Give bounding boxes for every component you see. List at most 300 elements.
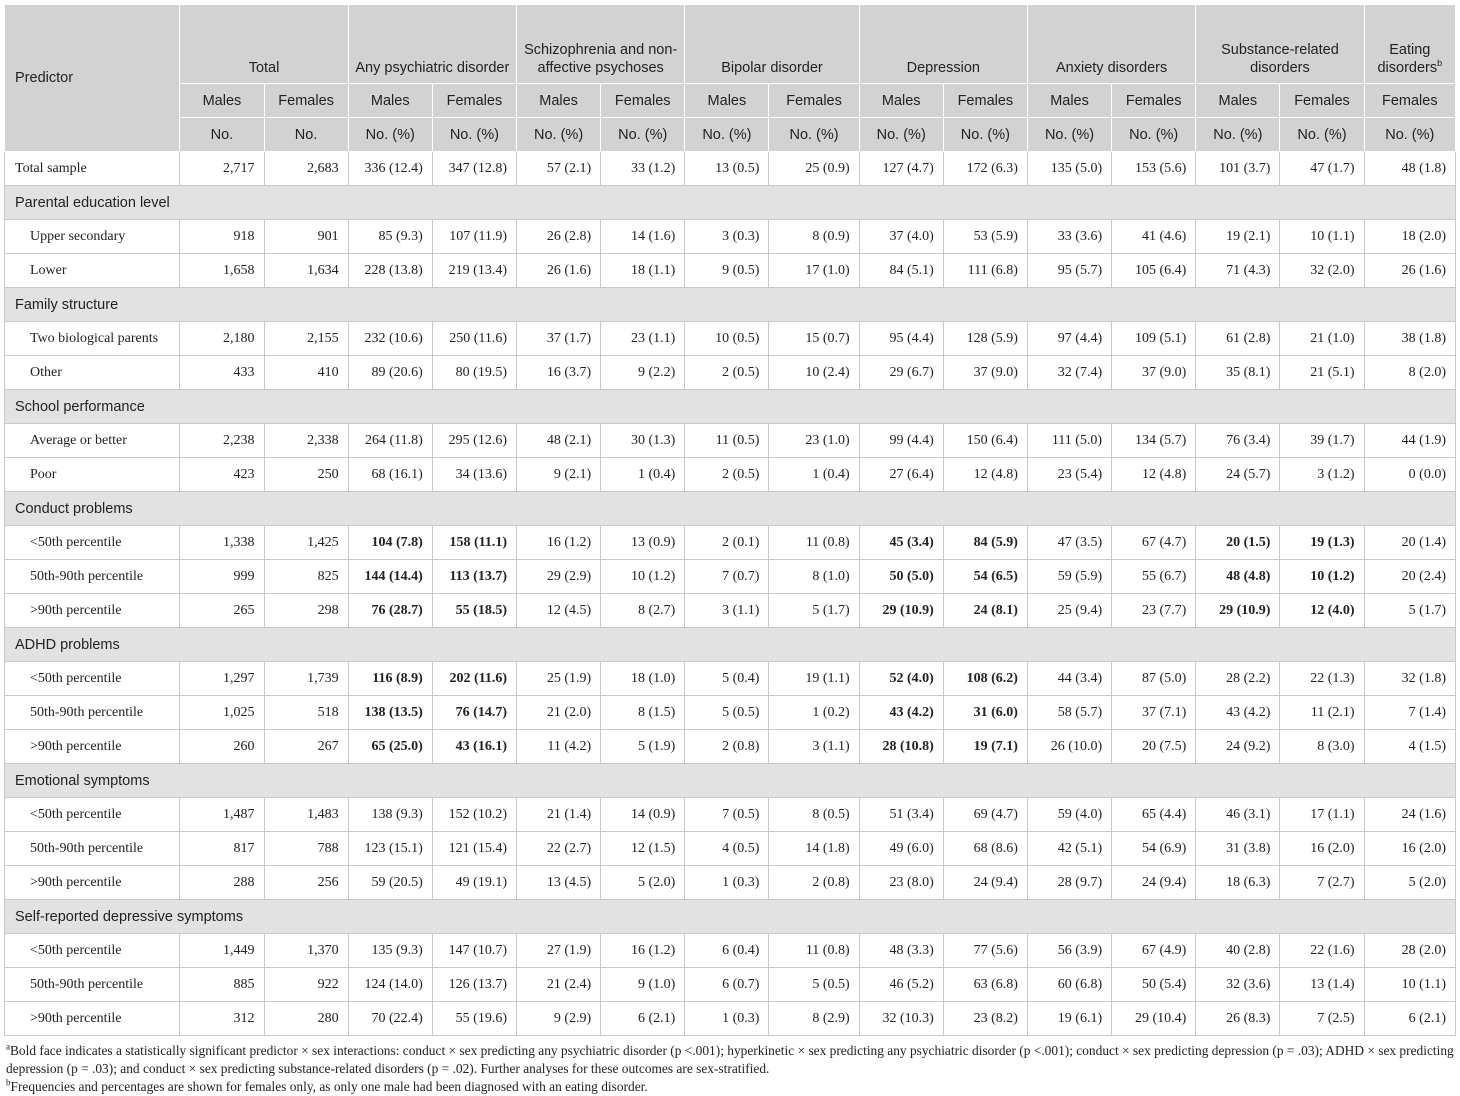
- unit-header: No. (%): [517, 118, 601, 152]
- table-cell: 37 (1.7): [517, 322, 601, 356]
- table-cell: 57 (2.1): [517, 152, 601, 186]
- column-group-eating-disorders: Eating disorders$^b$: [1364, 5, 1455, 84]
- table-cell: 46 (3.1): [1196, 798, 1280, 832]
- row-label: Poor: [5, 458, 180, 492]
- table-cell: 32 (7.4): [1027, 356, 1111, 390]
- table-row: [5, 968, 1456, 1002]
- table-cell: 228 (13.8): [348, 254, 432, 288]
- table-cell: 108 (6.2): [943, 662, 1027, 696]
- table-row: [5, 458, 1456, 492]
- table-cell: 21 (5.1): [1280, 356, 1364, 390]
- table-cell: 26 (1.6): [517, 254, 601, 288]
- table-cell: 14 (0.9): [601, 798, 685, 832]
- table-cell: 8 (2.9): [769, 1002, 859, 1036]
- table-cell: 9 (0.5): [685, 254, 769, 288]
- table-cell: 1,739: [264, 662, 348, 696]
- section-label: School performance: [5, 390, 1456, 424]
- table-cell: 922: [264, 968, 348, 1002]
- table-cell: 6 (0.7): [685, 968, 769, 1002]
- table-cell: 23 (5.4): [1027, 458, 1111, 492]
- table-cell: 1,483: [264, 798, 348, 832]
- table-cell: 8 (1.0): [769, 560, 859, 594]
- table-cell: 26 (10.0): [1027, 730, 1111, 764]
- table-cell: 27 (1.9): [517, 934, 601, 968]
- section-label: ADHD problems: [5, 628, 1456, 662]
- sex-header-males: Males: [180, 84, 264, 118]
- table-cell: 107 (11.9): [432, 220, 516, 254]
- unit-header: No. (%): [685, 118, 769, 152]
- table-cell: 7 (0.5): [685, 798, 769, 832]
- table-cell: 109 (5.1): [1112, 322, 1196, 356]
- table-cell: 14 (1.6): [601, 220, 685, 254]
- table-cell: 61 (2.8): [1196, 322, 1280, 356]
- table-cell: 40 (2.8): [1196, 934, 1280, 968]
- table-cell: 45 (3.4): [859, 526, 943, 560]
- table-cell: 25 (9.4): [1027, 594, 1111, 628]
- table-row: [5, 866, 1456, 900]
- table-cell: 39 (1.7): [1280, 424, 1364, 458]
- table-cell: 65 (4.4): [1112, 798, 1196, 832]
- table-cell: 63 (6.8): [943, 968, 1027, 1002]
- table-cell: 1,487: [180, 798, 264, 832]
- table-cell: 25 (1.9): [517, 662, 601, 696]
- table-cell: 50 (5.0): [859, 560, 943, 594]
- table-cell: 22 (2.7): [517, 832, 601, 866]
- table-cell: 37 (4.0): [859, 220, 943, 254]
- section-row: [5, 390, 1456, 424]
- sex-header-males: Males: [348, 84, 432, 118]
- row-label: 50th-90th percentile: [5, 696, 180, 730]
- section-row: [5, 186, 1456, 220]
- table-cell: 121 (15.4): [432, 832, 516, 866]
- table-cell: 152 (10.2): [432, 798, 516, 832]
- table-cell: 10 (1.2): [601, 560, 685, 594]
- footnote-text: Bold face indicates a statistically significant predictor × sex interactions: conduct × sex predicting any psychiatric disorder (p <.001); hyperkinetic × sex predicting any psychiatric disorder (p <.001); conduct × sex predicting depression (p = .03); ADHD × sex predicting depression (p = .03); and conduct × sex predicting substance-related disorders (p = .02). Further analyses for these outcomes are sex-stratified.: [6, 1043, 1454, 1076]
- table-cell: 19 (7.1): [943, 730, 1027, 764]
- table-cell: 43 (16.1): [432, 730, 516, 764]
- sex-header-males: Males: [1196, 84, 1280, 118]
- table-cell: 4 (1.5): [1364, 730, 1455, 764]
- section-label: Conduct problems: [5, 492, 1456, 526]
- table-cell: 336 (12.4): [348, 152, 432, 186]
- sex-header-males: Males: [517, 84, 601, 118]
- section-label: Parental education level: [5, 186, 1456, 220]
- table-cell: 885: [180, 968, 264, 1002]
- table-cell: 12 (4.8): [943, 458, 1027, 492]
- table-cell: 12 (4.8): [1112, 458, 1196, 492]
- table-cell: 5 (0.5): [685, 696, 769, 730]
- table-cell: 232 (10.6): [348, 322, 432, 356]
- table-cell: 13 (1.4): [1280, 968, 1364, 1002]
- table-cell: 65 (25.0): [348, 730, 432, 764]
- table-cell: 16 (1.2): [517, 526, 601, 560]
- table-cell: 8 (0.5): [769, 798, 859, 832]
- table-cell: 788: [264, 832, 348, 866]
- table-cell: 21 (1.4): [517, 798, 601, 832]
- sex-header-females: Females: [601, 84, 685, 118]
- footnote-marker: b: [1437, 58, 1443, 69]
- table-cell: 32 (3.6): [1196, 968, 1280, 1002]
- table-cell: 901: [264, 220, 348, 254]
- table-cell: 127 (4.7): [859, 152, 943, 186]
- unit-header: No. (%): [1027, 118, 1111, 152]
- table-cell: 5 (0.5): [769, 968, 859, 1002]
- table-cell: 19 (1.3): [1280, 526, 1364, 560]
- footnotes: [4, 1042, 1456, 1096]
- table-cell: 33 (1.2): [601, 152, 685, 186]
- table-cell: 95 (4.4): [859, 322, 943, 356]
- table-cell: 30 (1.3): [601, 424, 685, 458]
- table-cell: 8 (2.7): [601, 594, 685, 628]
- table-cell: 29 (6.7): [859, 356, 943, 390]
- table-cell: 128 (5.9): [943, 322, 1027, 356]
- table-cell: 55 (6.7): [1112, 560, 1196, 594]
- column-group-bipolar-disorder: Bipolar disorder: [685, 5, 859, 84]
- table-cell: 260: [180, 730, 264, 764]
- table-cell: 70 (22.4): [348, 1002, 432, 1036]
- unit-header: No. (%): [1112, 118, 1196, 152]
- table-cell: 1,634: [264, 254, 348, 288]
- column-group-total: Total: [180, 5, 348, 84]
- table-cell: 84 (5.1): [859, 254, 943, 288]
- table-cell: 13 (4.5): [517, 866, 601, 900]
- row-label: >90th percentile: [5, 594, 180, 628]
- table-cell: 23 (1.0): [769, 424, 859, 458]
- table-cell: 9 (1.0): [601, 968, 685, 1002]
- table-cell: 3 (0.3): [685, 220, 769, 254]
- table-cell: 2,717: [180, 152, 264, 186]
- table-cell: 2 (0.8): [769, 866, 859, 900]
- table-cell: 265: [180, 594, 264, 628]
- table-cell: 23 (1.1): [601, 322, 685, 356]
- table-cell: 6 (0.4): [685, 934, 769, 968]
- table-cell: 2 (0.1): [685, 526, 769, 560]
- table-cell: 8 (0.9): [769, 220, 859, 254]
- table-cell: 52 (4.0): [859, 662, 943, 696]
- table-cell: 7 (2.5): [1280, 1002, 1364, 1036]
- table-cell: 46 (5.2): [859, 968, 943, 1002]
- table-cell: 1,025: [180, 696, 264, 730]
- table-cell: 32 (10.3): [859, 1002, 943, 1036]
- table-cell: 153 (5.6): [1112, 152, 1196, 186]
- table-cell: 13 (0.9): [601, 526, 685, 560]
- table-cell: 10 (1.1): [1364, 968, 1455, 1002]
- row-label: >90th percentile: [5, 730, 180, 764]
- table-cell: 18 (6.3): [1196, 866, 1280, 900]
- section-label: Self-reported depressive symptoms: [5, 900, 1456, 934]
- predictor-header: Predictor: [5, 5, 180, 152]
- table-cell: 250 (11.6): [432, 322, 516, 356]
- column-group-schizophrenia-and-non-affective-psychoses: Schizophrenia and non-affective psychoses: [517, 5, 685, 84]
- table-cell: 43 (4.2): [1196, 696, 1280, 730]
- table-cell: 2,180: [180, 322, 264, 356]
- table-cell: 9 (2.1): [517, 458, 601, 492]
- table-row: [5, 322, 1456, 356]
- table-cell: 68 (8.6): [943, 832, 1027, 866]
- table-cell: 20 (1.4): [1364, 526, 1455, 560]
- table-cell: 32 (2.0): [1280, 254, 1364, 288]
- table-cell: 1 (0.3): [685, 1002, 769, 1036]
- sex-header-females: Females: [769, 84, 859, 118]
- table-cell: 54 (6.9): [1112, 832, 1196, 866]
- table-cell: 11 (0.8): [769, 934, 859, 968]
- sex-header-females: Females: [1364, 84, 1455, 118]
- table-cell: 12 (1.5): [601, 832, 685, 866]
- row-label: <50th percentile: [5, 662, 180, 696]
- table-cell: 6 (2.1): [601, 1002, 685, 1036]
- table-cell: 95 (5.7): [1027, 254, 1111, 288]
- table-cell: 150 (6.4): [943, 424, 1027, 458]
- table-cell: 8 (1.5): [601, 696, 685, 730]
- table-cell: 144 (14.4): [348, 560, 432, 594]
- table-cell: 21 (2.0): [517, 696, 601, 730]
- table-cell: 280: [264, 1002, 348, 1036]
- table-cell: 53 (5.9): [943, 220, 1027, 254]
- table-cell: 2 (0.5): [685, 458, 769, 492]
- table-cell: 11 (0.8): [769, 526, 859, 560]
- table-cell: 24 (9.4): [1112, 866, 1196, 900]
- table-cell: 26 (2.8): [517, 220, 601, 254]
- unit-header: No. (%): [1364, 118, 1455, 152]
- table-cell: 298: [264, 594, 348, 628]
- unit-header: No. (%): [432, 118, 516, 152]
- table-body: [5, 152, 1456, 1036]
- table-row: [5, 424, 1456, 458]
- table-row: [5, 254, 1456, 288]
- section-label: Emotional symptoms: [5, 764, 1456, 798]
- table-cell: 80 (19.5): [432, 356, 516, 390]
- unit-header: No.: [264, 118, 348, 152]
- table-cell: 138 (9.3): [348, 798, 432, 832]
- table-cell: 76 (28.7): [348, 594, 432, 628]
- table-cell: 124 (14.0): [348, 968, 432, 1002]
- table-cell: 31 (6.0): [943, 696, 1027, 730]
- section-row: [5, 628, 1456, 662]
- table-cell: 9 (2.2): [601, 356, 685, 390]
- table-cell: 250: [264, 458, 348, 492]
- unit-header: No.: [180, 118, 264, 152]
- table-cell: 28 (10.8): [859, 730, 943, 764]
- table-cell: 123 (15.1): [348, 832, 432, 866]
- table-cell: 135 (9.3): [348, 934, 432, 968]
- table-cell: 13 (0.5): [685, 152, 769, 186]
- table-cell: 10 (1.2): [1280, 560, 1364, 594]
- section-label: Family structure: [5, 288, 1456, 322]
- table-cell: 4 (0.5): [685, 832, 769, 866]
- table-cell: 8 (2.0): [1364, 356, 1455, 390]
- column-group-depression: Depression: [859, 5, 1027, 84]
- table-cell: 11 (4.2): [517, 730, 601, 764]
- column-group-substance-related-disorders: Substance-related disorders: [1196, 5, 1364, 84]
- table-cell: 2 (0.8): [685, 730, 769, 764]
- table-cell: 18 (1.0): [601, 662, 685, 696]
- table-cell: 16 (2.0): [1364, 832, 1455, 866]
- table-cell: 59 (20.5): [348, 866, 432, 900]
- table-row: [5, 832, 1456, 866]
- table-cell: 219 (13.4): [432, 254, 516, 288]
- table-cell: 1,425: [264, 526, 348, 560]
- table-cell: 99 (4.4): [859, 424, 943, 458]
- table-cell: 5 (1.7): [1364, 594, 1455, 628]
- table-cell: 28 (2.2): [1196, 662, 1280, 696]
- sex-header-males: Males: [1027, 84, 1111, 118]
- table-cell: 0 (0.0): [1364, 458, 1455, 492]
- table-cell: 76 (14.7): [432, 696, 516, 730]
- table-cell: 16 (2.0): [1280, 832, 1364, 866]
- table-cell: 24 (8.1): [943, 594, 1027, 628]
- table-cell: 5 (2.0): [601, 866, 685, 900]
- table-cell: 825: [264, 560, 348, 594]
- row-label: Lower: [5, 254, 180, 288]
- table-row: [5, 220, 1456, 254]
- table-cell: 21 (1.0): [1280, 322, 1364, 356]
- table-cell: 7 (2.7): [1280, 866, 1364, 900]
- table-cell: 20 (1.5): [1196, 526, 1280, 560]
- row-label: Two biological parents: [5, 322, 180, 356]
- table-row: [5, 662, 1456, 696]
- table-cell: 3 (1.1): [685, 594, 769, 628]
- table-cell: 51 (3.4): [859, 798, 943, 832]
- section-row: [5, 288, 1456, 322]
- column-group-anxiety-disorders: Anxiety disorders: [1027, 5, 1195, 84]
- sex-header-females: Females: [1280, 84, 1364, 118]
- table-cell: 999: [180, 560, 264, 594]
- table-cell: 60 (6.8): [1027, 968, 1111, 1002]
- table-cell: 2,155: [264, 322, 348, 356]
- row-label: Total sample: [5, 152, 180, 186]
- row-label: 50th-90th percentile: [5, 832, 180, 866]
- table-cell: 202 (11.6): [432, 662, 516, 696]
- table-cell: 26 (8.3): [1196, 1002, 1280, 1036]
- table-cell: 15 (0.7): [769, 322, 859, 356]
- table-cell: 42 (5.1): [1027, 832, 1111, 866]
- table-cell: 1 (0.3): [685, 866, 769, 900]
- table-container: [4, 4, 1456, 1096]
- table-row: [5, 526, 1456, 560]
- table-cell: 3 (1.2): [1280, 458, 1364, 492]
- table-cell: 2,238: [180, 424, 264, 458]
- table-row: [5, 594, 1456, 628]
- table-cell: 37 (7.1): [1112, 696, 1196, 730]
- table-cell: 97 (4.4): [1027, 322, 1111, 356]
- table-row: [5, 1002, 1456, 1036]
- table-cell: 27 (6.4): [859, 458, 943, 492]
- table-cell: 10 (0.5): [685, 322, 769, 356]
- table-cell: 23 (7.7): [1112, 594, 1196, 628]
- table-cell: 10 (1.1): [1280, 220, 1364, 254]
- table-cell: 68 (16.1): [348, 458, 432, 492]
- table-cell: 59 (5.9): [1027, 560, 1111, 594]
- footnote-b: [6, 1078, 1454, 1096]
- table-row: [5, 560, 1456, 594]
- table-cell: 918: [180, 220, 264, 254]
- table-cell: 5 (1.9): [601, 730, 685, 764]
- table-cell: 49 (19.1): [432, 866, 516, 900]
- table-cell: 67 (4.9): [1112, 934, 1196, 968]
- table-header: [5, 5, 1456, 152]
- table-cell: 48 (4.8): [1196, 560, 1280, 594]
- table-cell: 256: [264, 866, 348, 900]
- table-cell: 17 (1.1): [1280, 798, 1364, 832]
- data-table: [4, 4, 1456, 1036]
- row-label: 50th-90th percentile: [5, 560, 180, 594]
- table-cell: 43 (4.2): [859, 696, 943, 730]
- table-cell: 111 (6.8): [943, 254, 1027, 288]
- table-cell: 518: [264, 696, 348, 730]
- table-cell: 21 (2.4): [517, 968, 601, 1002]
- table-cell: 55 (18.5): [432, 594, 516, 628]
- sex-header-males: Males: [859, 84, 943, 118]
- row-label: <50th percentile: [5, 526, 180, 560]
- table-cell: 433: [180, 356, 264, 390]
- table-cell: 1,297: [180, 662, 264, 696]
- footnote-a: [6, 1042, 1454, 1078]
- table-cell: 1 (0.2): [769, 696, 859, 730]
- table-cell: 29 (10.9): [1196, 594, 1280, 628]
- table-cell: 1 (0.4): [769, 458, 859, 492]
- table-cell: 101 (3.7): [1196, 152, 1280, 186]
- table-row: [5, 934, 1456, 968]
- table-cell: 7 (1.4): [1364, 696, 1455, 730]
- table-cell: 126 (13.7): [432, 968, 516, 1002]
- table-cell: 69 (4.7): [943, 798, 1027, 832]
- table-cell: 105 (6.4): [1112, 254, 1196, 288]
- table-cell: 288: [180, 866, 264, 900]
- table-cell: 158 (11.1): [432, 526, 516, 560]
- table-cell: 38 (1.8): [1364, 322, 1455, 356]
- table-cell: 1,338: [180, 526, 264, 560]
- table-cell: 8 (3.0): [1280, 730, 1364, 764]
- table-cell: 22 (1.6): [1280, 934, 1364, 968]
- row-label: Average or better: [5, 424, 180, 458]
- row-label: >90th percentile: [5, 1002, 180, 1036]
- table-cell: 17 (1.0): [769, 254, 859, 288]
- table-cell: 48 (3.3): [859, 934, 943, 968]
- table-cell: 817: [180, 832, 264, 866]
- sex-header-males: Males: [685, 84, 769, 118]
- table-cell: 1,449: [180, 934, 264, 968]
- table-cell: 87 (5.0): [1112, 662, 1196, 696]
- table-cell: 23 (8.0): [859, 866, 943, 900]
- table-cell: 11 (2.1): [1280, 696, 1364, 730]
- table-cell: 28 (9.7): [1027, 866, 1111, 900]
- sex-header-females: Females: [432, 84, 516, 118]
- table-cell: 67 (4.7): [1112, 526, 1196, 560]
- table-cell: 58 (5.7): [1027, 696, 1111, 730]
- table-cell: 50 (5.4): [1112, 968, 1196, 1002]
- table-cell: 135 (5.0): [1027, 152, 1111, 186]
- table-cell: 71 (4.3): [1196, 254, 1280, 288]
- table-cell: 116 (8.9): [348, 662, 432, 696]
- table-cell: 24 (5.7): [1196, 458, 1280, 492]
- sex-header-females: Females: [943, 84, 1027, 118]
- table-cell: 111 (5.0): [1027, 424, 1111, 458]
- table-cell: 32 (1.8): [1364, 662, 1455, 696]
- table-row: [5, 696, 1456, 730]
- table-cell: 33 (3.6): [1027, 220, 1111, 254]
- table-cell: 11 (0.5): [685, 424, 769, 458]
- table-cell: 19 (6.1): [1027, 1002, 1111, 1036]
- table-cell: 28 (2.0): [1364, 934, 1455, 968]
- table-cell: 89 (20.6): [348, 356, 432, 390]
- table-cell: 26 (1.6): [1364, 254, 1455, 288]
- table-cell: 423: [180, 458, 264, 492]
- table-row: [5, 356, 1456, 390]
- table-cell: 264 (11.8): [348, 424, 432, 458]
- table-cell: 10 (2.4): [769, 356, 859, 390]
- column-group-any-psychiatric-disorder: Any psychiatric disorder: [348, 5, 516, 84]
- table-cell: 267: [264, 730, 348, 764]
